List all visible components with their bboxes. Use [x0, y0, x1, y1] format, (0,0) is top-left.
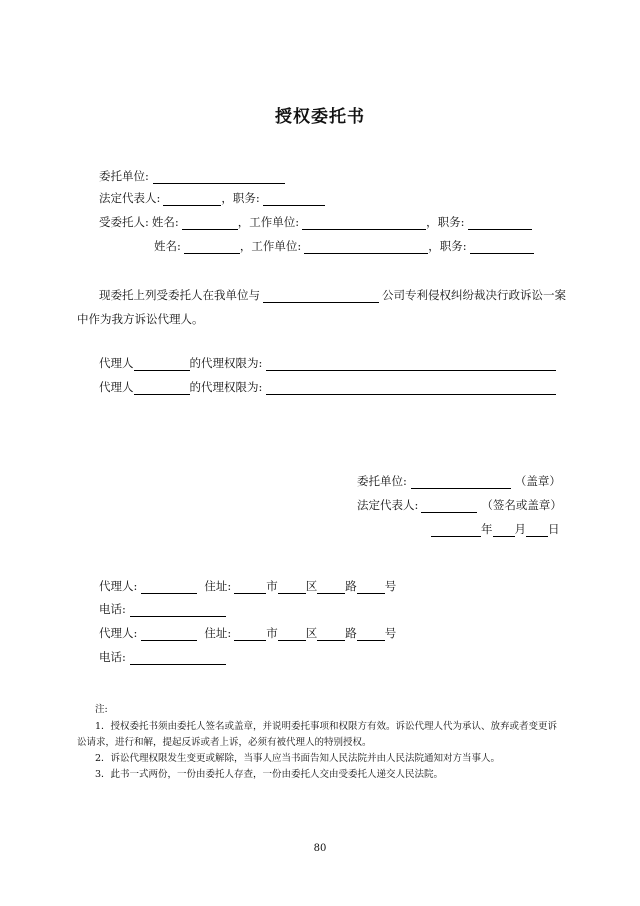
- contact-road-label: 路: [345, 626, 357, 640]
- signature-unit-label: 委托单位:: [357, 474, 407, 488]
- contact-agent-label: 代理人:: [99, 626, 138, 640]
- date-month-field[interactable]: [493, 523, 515, 537]
- contact-phone-label: 电话:: [99, 650, 126, 664]
- trustee-2-position-field[interactable]: [470, 240, 534, 254]
- date-day-label: 日: [548, 522, 560, 536]
- trustee-row-1: [99, 214, 532, 230]
- note-2: 2．诉讼代理权限发生变更或解除，当事人应当书面告知人民法院并由人民法院通知对方当事人。: [95, 753, 501, 764]
- seal-note: （盖章）: [514, 474, 561, 488]
- trustee-label: 受委托人:: [99, 215, 149, 229]
- authority-scope-label: 的代理权限为:: [189, 380, 263, 394]
- contact-1-phone-field[interactable]: [130, 603, 226, 617]
- legal-rep-position-field[interactable]: [263, 192, 325, 206]
- client-unit-label: 委托单位:: [99, 169, 149, 183]
- trustee-1-name-field[interactable]: [182, 216, 238, 230]
- trustee-position-label: ，职务:: [426, 215, 465, 229]
- authority-row-2: [99, 379, 556, 395]
- contact-address-label: 住址:: [204, 626, 232, 640]
- body-text-before: 现委托上列受委托人在我单位与: [99, 288, 260, 302]
- signature-legal-rep-row: [357, 497, 562, 513]
- date-year-label: 年: [481, 522, 493, 536]
- trustee-name-label: 姓名:: [154, 239, 181, 253]
- contact-phone-1-row: [99, 601, 226, 617]
- contact-number-label: 号: [384, 579, 397, 593]
- contact-2-road-field[interactable]: [317, 627, 345, 641]
- contact-2-number-field[interactable]: [357, 627, 385, 641]
- body-line-1: [99, 287, 566, 303]
- legal-rep-label: 法定代表人:: [99, 191, 161, 205]
- date-year-field[interactable]: [431, 523, 481, 537]
- signature-legal-rep-field[interactable]: [421, 499, 477, 513]
- page-number: 80: [313, 843, 327, 854]
- contact-road-label: 路: [345, 579, 357, 593]
- date-day-field[interactable]: [526, 523, 548, 537]
- trustee-2-name-field[interactable]: [184, 240, 240, 254]
- date-month-label: 月: [514, 522, 526, 536]
- contact-1-district-field[interactable]: [278, 580, 306, 594]
- contact-phone-label: 电话:: [99, 602, 126, 616]
- contact-1-number-field[interactable]: [357, 580, 385, 594]
- signature-legal-rep-label: 法定代表人:: [357, 498, 419, 512]
- legal-rep-row: [99, 190, 325, 206]
- body-line-2: 中作为我方诉讼代理人。: [77, 312, 204, 326]
- contact-2-phone-field[interactable]: [130, 651, 226, 665]
- contact-phone-2-row: [99, 649, 226, 665]
- authority-scope-2-field[interactable]: [266, 381, 556, 395]
- contact-city-label: 市: [266, 579, 278, 593]
- opposing-company-field[interactable]: [263, 289, 379, 303]
- contact-1-city-field[interactable]: [234, 580, 266, 594]
- notes-heading: 注:: [95, 704, 108, 715]
- contact-agent-1-name-field[interactable]: [141, 580, 197, 594]
- authority-row-1: [99, 355, 556, 371]
- contact-address-label: 住址:: [204, 579, 232, 593]
- legal-rep-position-label: ，职务:: [221, 191, 260, 205]
- authority-agent-label: 代理人: [99, 380, 134, 394]
- sign-note: （签名或盖章）: [481, 498, 562, 512]
- trustee-work-unit-label: ，工作单位:: [237, 215, 300, 229]
- contact-2-city-field[interactable]: [234, 627, 266, 641]
- authority-agent-label: 代理人: [99, 356, 134, 370]
- contact-agent-label: 代理人:: [99, 579, 138, 593]
- contact-number-label: 号: [384, 626, 397, 640]
- client-unit-row: [99, 168, 285, 184]
- trustee-position-label: ，职务:: [428, 239, 467, 253]
- contact-agent-2-name-field[interactable]: [141, 627, 197, 641]
- trustee-work-unit-label: ，工作单位:: [239, 239, 302, 253]
- authority-scope-label: 的代理权限为:: [189, 356, 263, 370]
- authority-agent-2-field[interactable]: [134, 381, 190, 395]
- signature-date-row: [431, 521, 560, 537]
- client-unit-field[interactable]: [153, 170, 285, 184]
- trustee-1-position-field[interactable]: [468, 216, 532, 230]
- legal-rep-field[interactable]: [163, 192, 221, 206]
- document-title: 授权委托书: [275, 107, 365, 127]
- contact-agent-2-row: [99, 625, 396, 641]
- contact-agent-1-row: [99, 578, 396, 594]
- contact-city-label: 市: [266, 626, 278, 640]
- trustee-name-label: 姓名:: [151, 215, 179, 229]
- signature-unit-field[interactable]: [411, 475, 511, 489]
- note-3: 3．此书一式两份，一份由委托人存查，一份由委托人交由受委托人递交人民法院。: [95, 769, 444, 780]
- contact-2-district-field[interactable]: [278, 627, 306, 641]
- note-1-line-1: 1．授权委托书须由委托人签名或盖章，并说明委托事项和权限方有效。诉讼代理人代为承认、放弃或者变更诉: [95, 721, 558, 732]
- trustee-2-work-unit-field[interactable]: [304, 240, 428, 254]
- contact-district-label: 区: [305, 626, 318, 640]
- authority-agent-1-field[interactable]: [134, 357, 190, 371]
- body-text-after: 公司专利侵权纠纷裁决行政诉讼一案: [382, 288, 566, 302]
- contact-1-road-field[interactable]: [317, 580, 345, 594]
- contact-district-label: 区: [305, 579, 318, 593]
- trustee-row-2: [154, 238, 534, 254]
- signature-unit-row: [357, 473, 561, 489]
- authority-scope-1-field[interactable]: [266, 357, 556, 371]
- note-1-line-2: 讼请求，进行和解，提起反诉或者上诉，必须有被代理人的特别授权。: [77, 737, 372, 748]
- trustee-1-work-unit-field[interactable]: [302, 216, 426, 230]
